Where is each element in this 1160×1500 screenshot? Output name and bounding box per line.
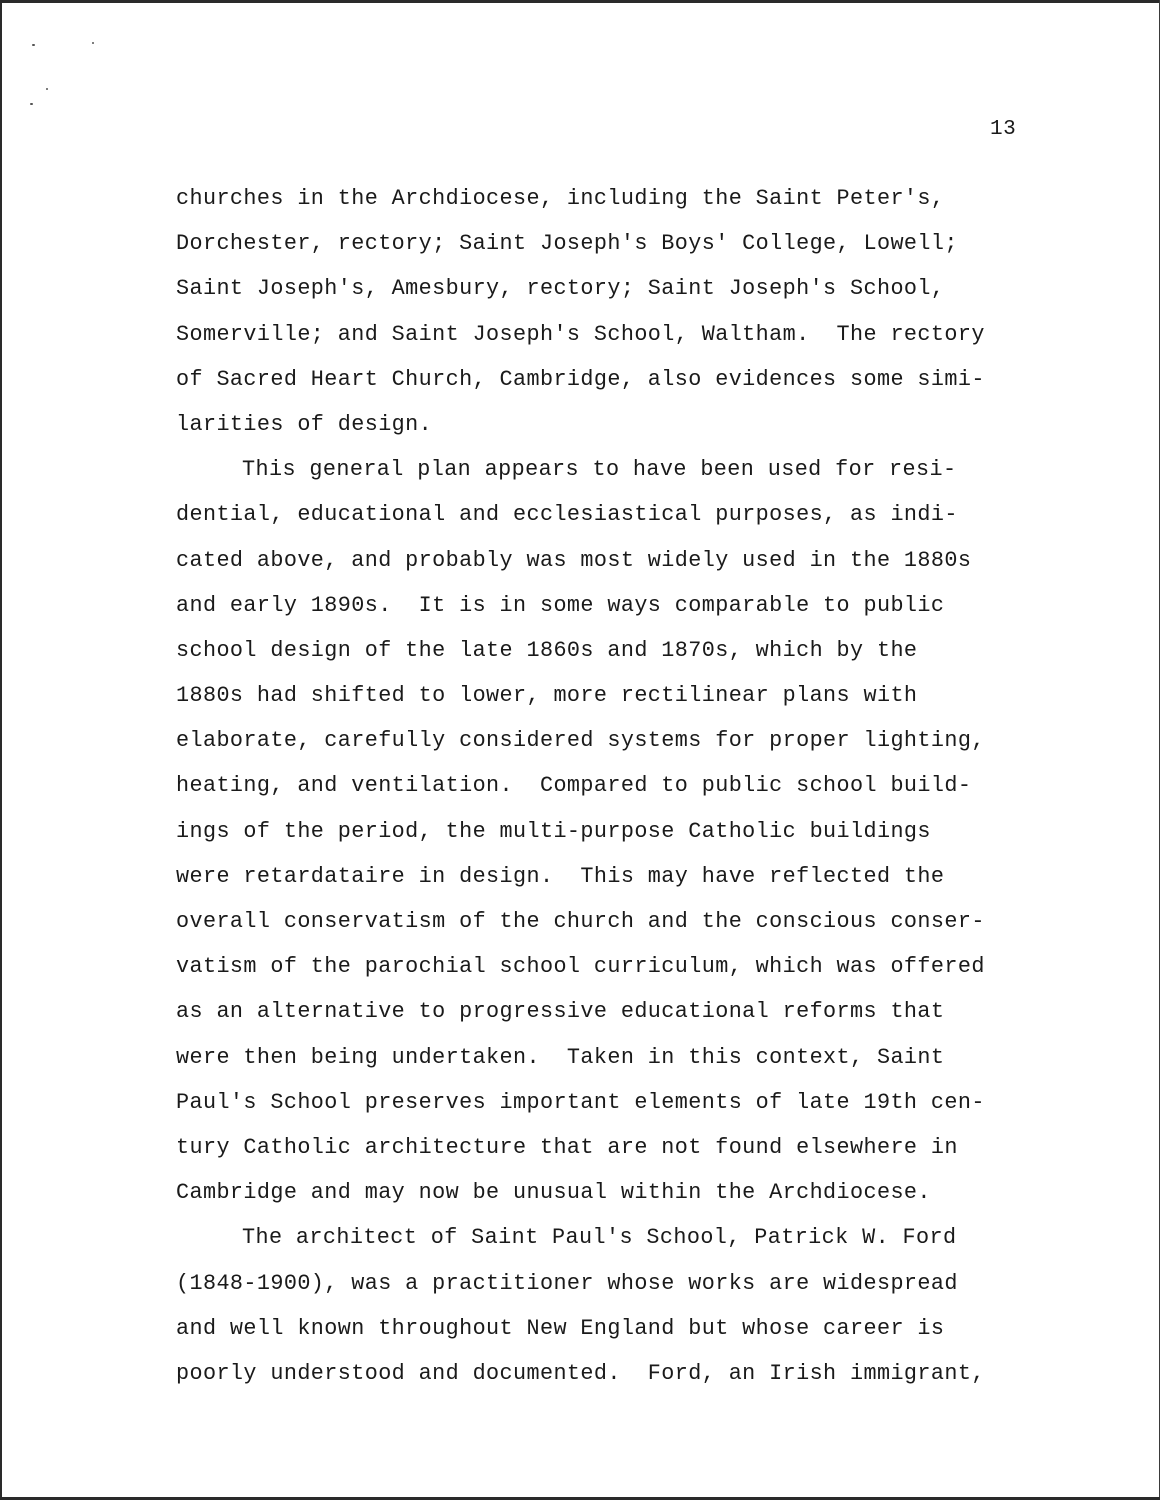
scan-border-left [0,0,2,1500]
text-line: Somerville; and Saint Joseph's School, Waltham. The rectory [176,321,985,347]
text-line: dential, educational and ecclesiastical purposes, as indi- [176,502,958,528]
scan-speck [32,44,35,46]
text-line: were retardataire in design. This may have reflected the [176,863,945,889]
text-line: Paul's School preserves important elements of late 19th cen- [176,1089,985,1115]
scan-speck [92,42,94,44]
text-line: This general plan appears to have been used for resi- [242,457,957,483]
text-line: were then being undertaken. Taken in this context, Saint [176,1044,945,1070]
text-line: churches in the Archdiocese, including the Saint Peter's, [176,186,945,211]
text-line: school design of the late 1860s and 1870s, which by the [176,637,918,663]
text-line: Cambridge and may now be unusual within the Archdiocese. [176,1180,931,1206]
text-line: and well known throughout New England but whose career is [176,1315,945,1341]
scan-speck [30,103,33,105]
text-line: ings of the period, the multi-purpose Catholic buildings [176,818,931,844]
paragraph [176,182,1076,453]
text-line: overall conservatism of the church and the conscious conser- [176,909,985,934]
document-body [176,182,1076,1402]
text-line: cated above, and probably was most widely used in the 1880s [176,547,972,573]
text-line: elaborate, carefully considered systems for proper lighting, [176,728,985,754]
paragraph [176,453,1076,1221]
text-line: (1848-1900), was a practitioner whose works are widespread [176,1270,958,1296]
text-line: heating, and ventilation. Compared to public school build- [176,773,972,799]
text-line: Saint Joseph's, Amesbury, rectory; Saint Joseph's School, [176,276,945,302]
text-line: and early 1890s. It is in some ways comparable to public [176,592,945,618]
text-line: vatism of the parochial school curriculum, which was offered [176,954,985,980]
scan-speck [46,88,48,90]
text-line: 1880s had shifted to lower, more rectilinear plans with [176,683,918,709]
text-line: larities of design. [176,411,433,437]
scan-border-top [0,0,1160,3]
text-line: The architect of Saint Paul's School, Patrick W. Ford [242,1225,957,1251]
paragraph [176,1221,1076,1402]
text-line: as an alternative to progressive educational reforms that [176,999,945,1025]
text-line: Dorchester, rectory; Saint Joseph's Boys' College, Lowell; [176,231,958,257]
page-number: 13 [990,118,1017,141]
text-line: tury Catholic architecture that are not found elsewhere in [176,1134,958,1160]
text-line: of Sacred Heart Church, Cambridge, also evidences some simi- [176,366,985,392]
text-line: poorly understood and documented. Ford, an Irish immigrant, [176,1360,985,1386]
